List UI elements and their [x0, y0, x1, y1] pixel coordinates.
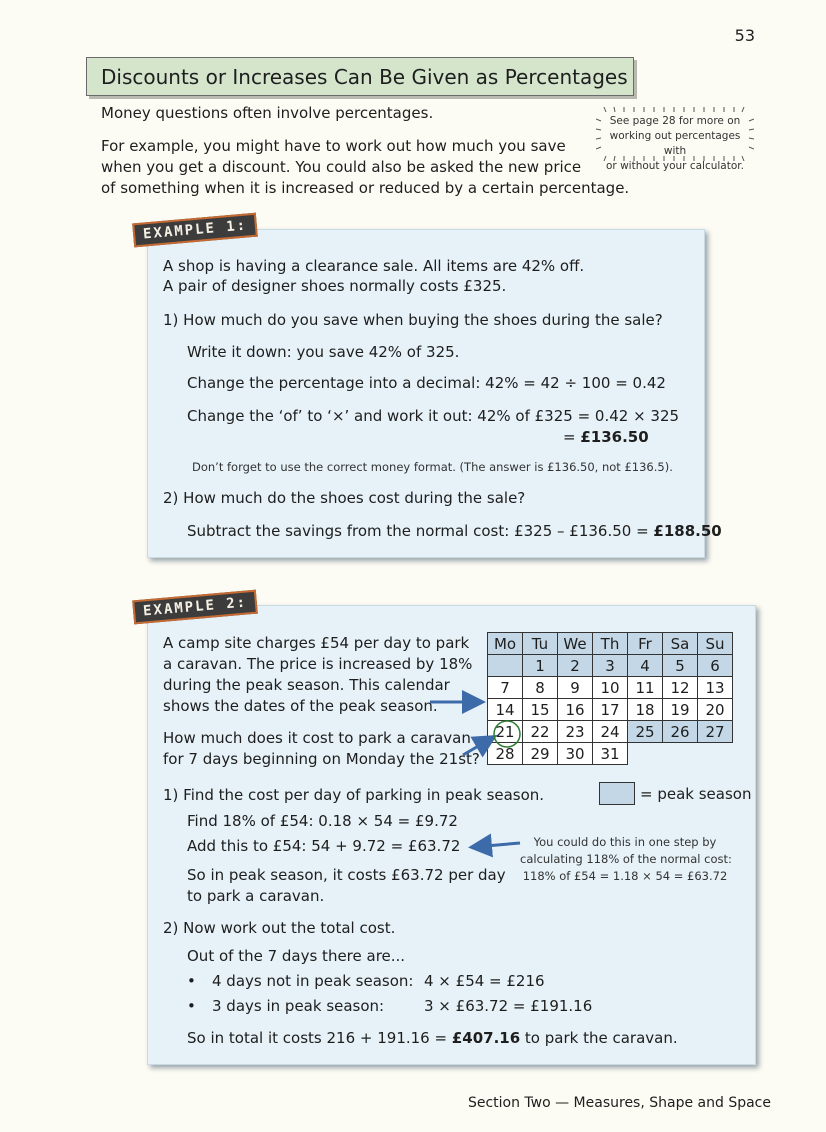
cal-day: 4	[628, 655, 663, 677]
cal-day: 9	[558, 677, 593, 699]
page-number: 53	[734, 26, 755, 45]
cal-day: 2	[558, 655, 593, 677]
ex2-para-6: for 7 days beginning on Monday the 21st?	[163, 750, 480, 768]
ex2-para-5: How much does it cost to park a caravan	[163, 729, 471, 747]
example-2-tag: EXAMPLE 2:	[132, 590, 258, 625]
ex2-para-2: a caravan. The price is increased by 18%	[163, 655, 473, 673]
cal-day: 5	[663, 655, 698, 677]
ex2-bullet-2-value: 3 × £63.72 = £191.16	[424, 997, 593, 1015]
ex2-para-3: during the peak season. This calendar	[163, 676, 450, 694]
cal-header: Th	[593, 633, 628, 655]
ex2-bullet-1-value: 4 × £54 = £216	[424, 972, 545, 990]
ex1-step-4: Subtract the savings from the normal cost: £325 – £136.50 = £188.50	[187, 522, 722, 540]
ex2-para-1: A camp site charges £54 per day to park	[163, 634, 470, 652]
ex2-side-note: You could do this in one step by calculating 118% of the normal cost: 118% of £54 = 1.18 × 54 = £63.72	[520, 835, 732, 883]
cal-day: 25	[628, 721, 663, 743]
ex2-total: So in total it costs 216 + 191.16 = £407.16 to park the caravan.	[187, 1029, 678, 1047]
ex2-step-5: Out of the 7 days there are...	[187, 947, 406, 965]
cal-day: 31	[593, 743, 628, 765]
arrow-icon	[463, 738, 492, 755]
cal-day: 13	[698, 677, 733, 699]
ex2-step-2: Add this to £54: 54 + 9.72 = £63.72	[187, 837, 461, 855]
cal-day: 8	[523, 677, 558, 699]
ex2-question-1: 1) Find the cost per day of parking in peak season.	[163, 786, 545, 804]
cal-day: 17	[593, 699, 628, 721]
cal-day: 30	[558, 743, 593, 765]
cal-day: 20	[698, 699, 733, 721]
cal-day: 12	[663, 677, 698, 699]
ex1-question-2: 2) How much do the shoes cost during the sale?	[163, 489, 526, 507]
cal-header: Sa	[663, 633, 698, 655]
cal-header: We	[558, 633, 593, 655]
cal-day: 18	[628, 699, 663, 721]
cal-day: 22	[523, 721, 558, 743]
ex1-answer-1: = £136.50	[563, 428, 649, 446]
ex1-step-1: Write it down: you save 42% of 325.	[187, 343, 460, 361]
cal-day: 10	[593, 677, 628, 699]
ex2-step-1: Find 18% of £54: 0.18 × 54 = £9.72	[187, 812, 458, 830]
ex1-step-3: Change the ‘of’ to ‘×’ and work it out: 42% of £325 = 0.42 × 325	[187, 407, 680, 425]
intro-line-2: For example, you might have to work out how much you save	[101, 137, 566, 155]
intro-line-4: of something when it is increased or reduced by a certain percentage.	[101, 179, 630, 197]
bullet-icon: •	[187, 972, 196, 990]
cal-day: 29	[523, 743, 558, 765]
ex1-question-1: 1) How much do you save when buying the shoes during the sale?	[163, 311, 663, 329]
peak-legend-swatch	[599, 782, 635, 805]
ex1-intro-1: A shop is having a clearance sale. All items are 42% off.	[163, 257, 585, 275]
cal-header: Fr	[628, 633, 663, 655]
ex2-step-3: So in peak season, it costs £63.72 per day	[187, 866, 506, 884]
cal-day: 24	[593, 721, 628, 743]
side-note: See page 28 for more on working out percentages with or without your calculator.	[606, 115, 744, 172]
section-footer: Section Two — Measures, Shape and Space	[467, 1095, 771, 1111]
cal-day: 3	[593, 655, 628, 677]
ex2-bullet-1: 4 days not in peak season:	[212, 972, 414, 990]
intro-line-1: Money questions often involve percentages.	[101, 104, 434, 122]
page-title: Discounts or Increases Can Be Given as Percentages	[86, 57, 634, 96]
cal-day: 28	[488, 743, 523, 765]
cal-day: 19	[663, 699, 698, 721]
cal-day: 1	[523, 655, 558, 677]
cal-day: 21	[488, 721, 523, 743]
circle-icon	[494, 721, 520, 747]
cal-day: 7	[488, 677, 523, 699]
cal-day: 14	[488, 699, 523, 721]
ex2-bullet-2: 3 days in peak season:	[212, 997, 385, 1015]
cal-day: 23	[558, 721, 593, 743]
cal-header: Tu	[523, 633, 558, 655]
arrow-icon	[474, 843, 520, 847]
cal-header: Mo	[488, 633, 523, 655]
peak-legend-label: = peak season	[640, 785, 752, 803]
cal-day: 6	[698, 655, 733, 677]
cal-day: 26	[663, 721, 698, 743]
ex2-step-4: to park a caravan.	[187, 887, 325, 905]
cal-day: 27	[698, 721, 733, 743]
example-1-tag: EXAMPLE 1:	[132, 213, 258, 248]
ex1-intro-2: A pair of designer shoes normally costs £325.	[163, 277, 507, 295]
ex2-question-2: 2) Now work out the total cost.	[163, 919, 396, 937]
ex1-step-2: Change the percentage into a decimal: 42% = 42 ÷ 100 = 0.42	[187, 374, 666, 392]
cal-header: Su	[698, 633, 733, 655]
ex2-para-4: shows the dates of the peak season.	[163, 697, 438, 715]
cal-day: 15	[523, 699, 558, 721]
intro-line-3: when you get a discount. You could also be asked the new price	[101, 158, 582, 176]
ex1-money-note: Don’t forget to use the correct money format. (The answer is £136.50, not £136.5).	[192, 460, 673, 474]
cal-day: 16	[558, 699, 593, 721]
bullet-icon: •	[187, 997, 196, 1015]
cal-day: 11	[628, 677, 663, 699]
